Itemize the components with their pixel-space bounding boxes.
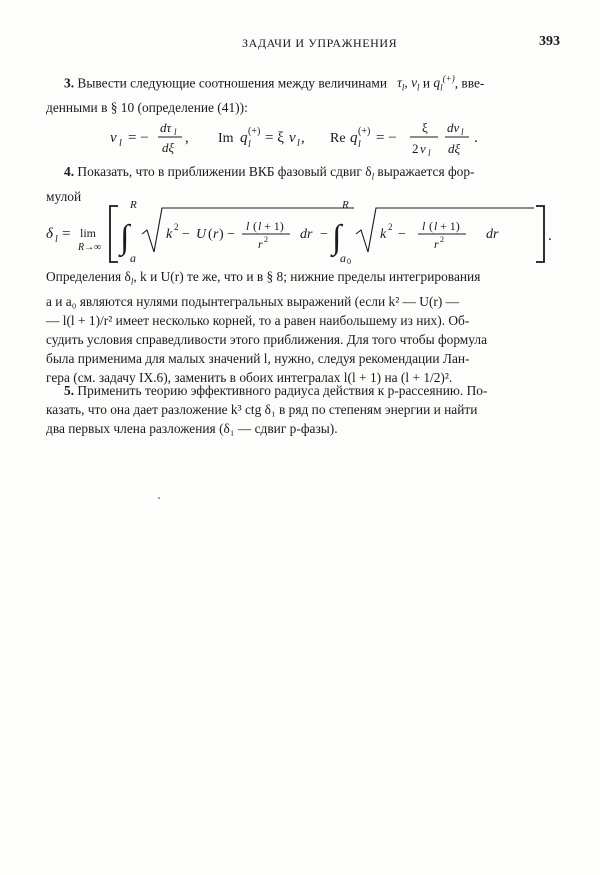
svg-text:q: q [350,130,358,146]
q-l-plus: $q_l^{(+)}$ [433,74,455,94]
svg-text:(: ( [429,219,433,233]
svg-text:l: l [434,219,438,233]
svg-text:(: ( [208,227,213,242]
problem-3-number: 3. [64,75,75,91]
problem-5-number: 5. [64,383,75,398]
paragraph-line-4: судить условия справедливости этого приближения. Для того чтобы формула [46,331,488,347]
problem-4-line2: мулой [46,188,82,204]
svg-text:v: v [420,141,426,156]
equation-3 [110,118,500,165]
definitions-paragraph: Определения $\delta_l$, k и U(r) те же, что и в § 8; нижние пределы интегрирования a и a₀ являются нулями подынтегральных выражений (если k² — U(r) — — l(l + 1)/r² имеет несколько корней, то a равен наибольшему из них). Об- судить условия справедливости этого приближения. Для того чтобы формула была применима для малых значений l, нужно, следуя рекомендации Лан- гера (см. задачу IX.6), заменить в обоих интегралах l(l + 1) на (l + 1/2)². [46,267,558,387]
problem-4-text: Показать, что в приближении ВКБ фазовый сдвиг δ [77,164,372,179]
svg-text:Re: Re [330,131,346,146]
svg-text:k: k [380,227,387,242]
svg-text:a: a [340,251,346,265]
problem-5-line3: два первых члена разложения (δ₁ — сдвиг p-фазы). [46,421,338,436]
svg-text:δ: δ [46,226,53,242]
svg-text:l: l [246,219,250,233]
svg-text:dv: dv [447,120,460,135]
svg-text:(+): (+) [248,126,261,137]
svg-text:U: U [196,227,207,242]
svg-text:R→∞: R→∞ [78,242,102,253]
svg-text:l: l [258,219,262,233]
svg-text:l: l [55,234,58,245]
svg-text:2: 2 [440,235,444,244]
problem-4-number: 4. [64,164,75,179]
svg-text:a: a [130,251,136,265]
svg-text:2: 2 [388,222,393,232]
problem-5 [46,381,558,438]
svg-text:dξ: dξ [448,141,461,156]
svg-text:+ 1): + 1) [264,219,284,233]
svg-text:2: 2 [264,235,268,244]
paragraph-line-2: a и a₀ являются нулями подынтегральных выражений (если k² — U(r) — [46,293,460,309]
running-title: ЗАДАЧИ И УПРАЖНЕНИЯ [242,36,398,50]
svg-text:k: k [166,227,173,242]
svg-text:dr: dr [486,227,499,242]
svg-text:Im: Im [218,131,234,146]
problem-3-line2: денными в § 10 (определение (41)): [46,100,248,116]
svg-text:ξ: ξ [422,120,428,135]
svg-text:2: 2 [174,222,179,232]
problem-5-line2: казать, что она дает разложение k³ ctg δ₁ в ряд по степеням энергии и найти [46,402,478,417]
svg-text:,: , [301,130,305,146]
svg-text:v: v [289,130,296,146]
page-header [46,36,560,54]
svg-text:−: − [182,227,190,242]
equation-3-svg [110,118,500,160]
page-number: 393 [539,34,560,49]
svg-text:R: R [130,199,137,211]
svg-text:l: l [297,138,300,149]
tau-l: $\tau_l$, $v_l$ [390,75,420,94]
paragraph-line-6: гера (см. задачу IX.6), заменить в обоих интегралах l(l + 1) на (l + 1/2)². [46,369,453,385]
svg-text:lim: lim [80,226,97,240]
svg-text:(: ( [253,219,257,233]
paragraph-line-3: — l(l + 1)/r² имеет несколько корней, то a равен наибольшему из них). Об- [46,312,470,328]
problem-3-text: Вывести следующие соотношения между величинами [77,75,388,91]
paragraph-line-5: была применима для малых значений l, нужно, следуя рекомендации Лан- [46,350,470,366]
svg-text:v: v [110,130,117,146]
svg-text:l: l [428,148,431,158]
svg-text:r: r [258,237,263,251]
svg-text:) −: ) − [219,227,236,242]
problem-5-text: Применить теорию эффективного радиуса действия к p-рассеянию. По- [77,383,488,398]
equation-4-svg [46,200,558,270]
svg-text:dξ: dξ [162,140,175,155]
svg-text:= ξ: = ξ [265,130,284,146]
equation-4 [46,200,558,275]
svg-text:0: 0 [347,257,351,266]
svg-text:−: − [398,227,406,242]
svg-text:−: − [320,227,328,242]
svg-text:dr: dr [300,227,313,242]
speck-mark [158,497,160,499]
svg-text:= −: = − [376,130,397,146]
svg-text:l: l [174,127,177,137]
svg-text:r: r [434,237,439,251]
svg-text:+ 1): + 1) [440,219,460,233]
svg-text:,: , [185,130,189,146]
svg-text:l: l [119,138,122,149]
svg-text:= −: = − [128,130,149,146]
svg-text:.: . [548,228,552,244]
svg-text:2: 2 [412,141,419,156]
svg-text:l: l [461,127,464,137]
svg-text:.: . [474,130,478,146]
svg-text:r: r [213,227,219,242]
svg-text:R: R [342,199,349,211]
svg-text:q: q [240,130,248,146]
svg-text:∫: ∫ [120,219,130,256]
problem-3: 3. Вывести следующие соотношения между величинами $\tau_l$, $v_l$ и $q_l^{(+)}$, вве- денными в § 10 (определение (41)): [46,70,558,117]
svg-text:=: = [62,226,71,242]
svg-text:dτ: dτ [160,120,172,135]
problem-4: 4. Показать, что в приближении ВКБ фазовый сдвиг $\delta_l$ выражается фор- мулой [46,162,558,206]
svg-text:(+): (+) [358,126,371,137]
svg-text:l: l [422,219,426,233]
svg-text:l: l [358,139,361,150]
svg-text:∫: ∫ [332,219,342,256]
svg-text:l: l [248,139,251,150]
